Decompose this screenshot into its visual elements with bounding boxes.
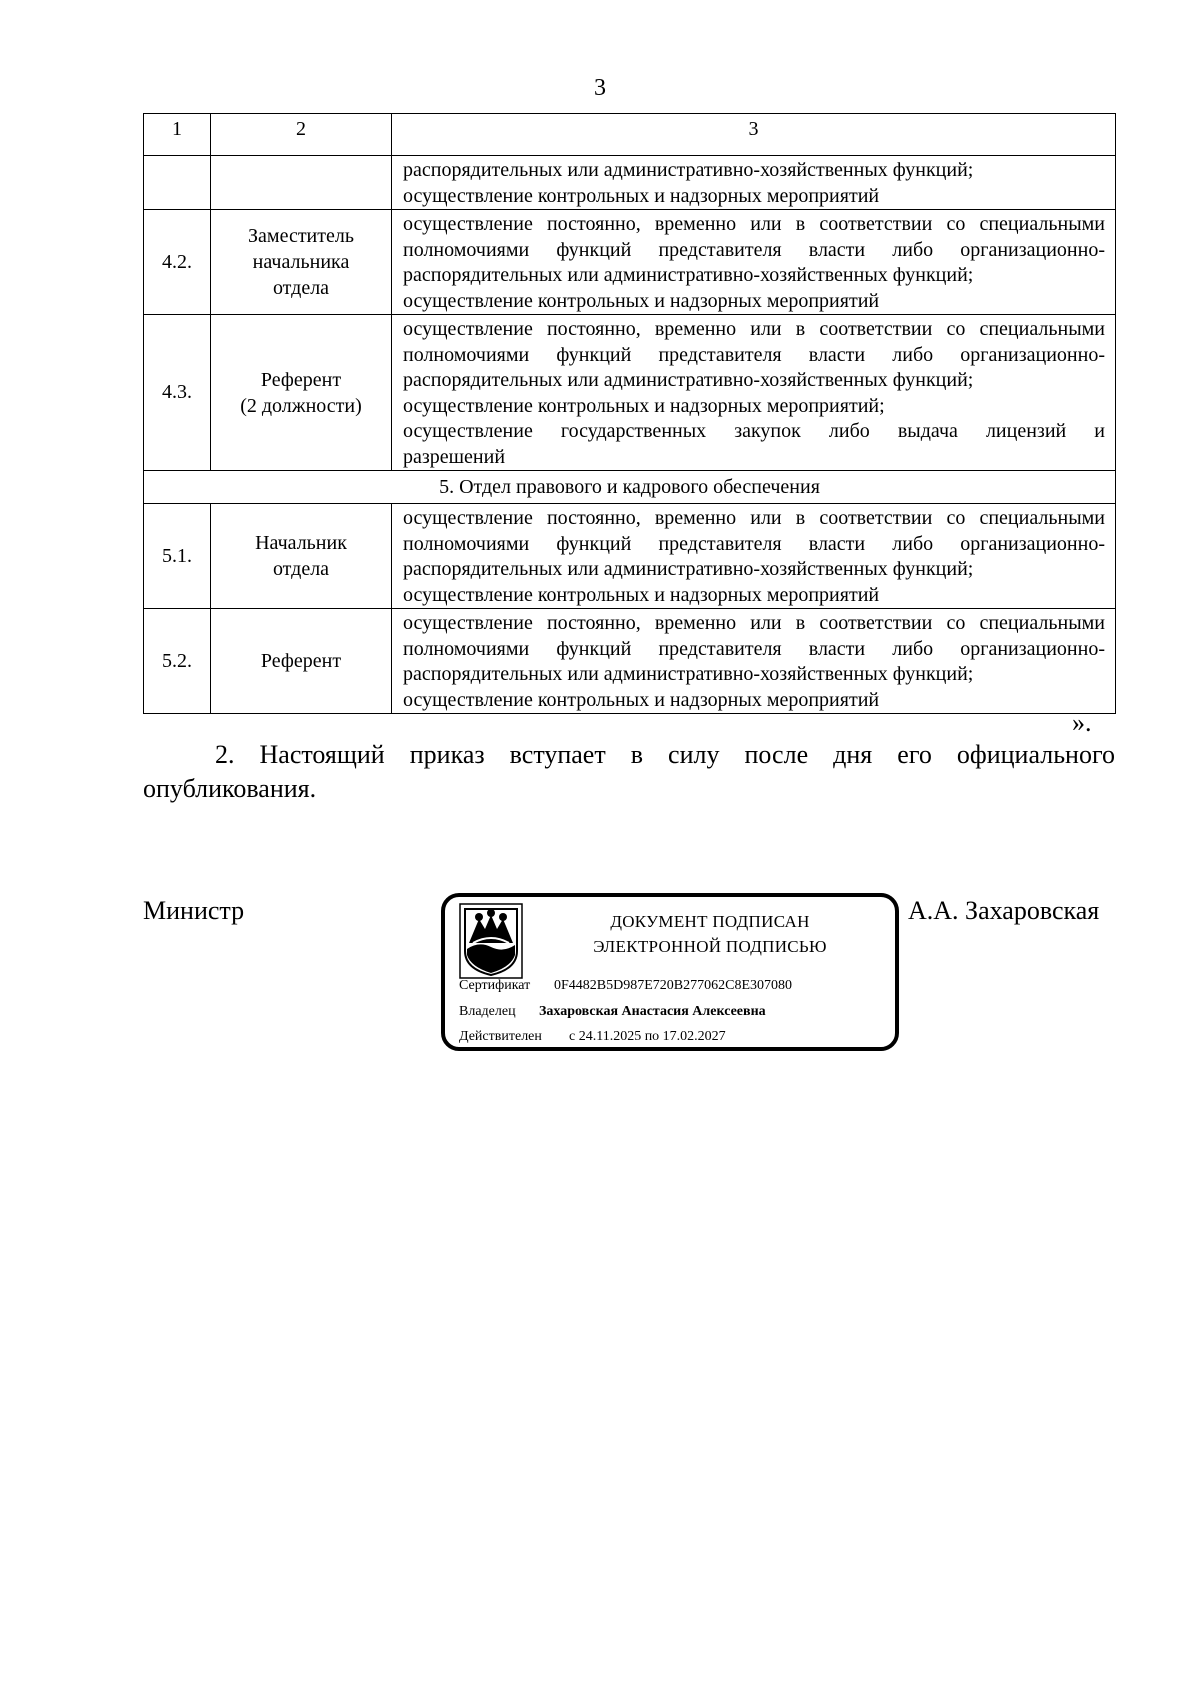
closing-quote: ». [1072,708,1092,737]
position-title: Референт [211,609,392,714]
table-row [144,315,1116,471]
header-cell-1: 1 [144,114,211,156]
row-number: 4.2. [144,210,211,315]
duty-line: распорядительных или административно-хозяйственных функций; [403,663,974,685]
duty-line: осуществление контрольных и надзорных мероприятий [403,184,880,207]
table-row [144,210,1116,315]
duty-line: полномочиями функций представителя власти либо организационно- [403,343,1105,366]
row-number: 4.3. [144,315,211,471]
validity-value: с 24.11.2025 по 17.02.2027 [569,1029,726,1044]
position-title: Начальник отдела [211,504,392,609]
table-header-row [144,114,1116,156]
duty-line: разрешений [403,445,506,468]
table-row-continuation [144,156,1116,210]
duty-line: распорядительных или административно-хозяйственных функций; [403,558,974,580]
position-title: Референт (2 должности) [211,315,392,471]
table-row [144,504,1116,609]
certificate-row [459,977,792,995]
duties-cell [392,315,1116,471]
duties-cell [392,156,1116,210]
positions-table [143,113,1116,714]
duty-line: полномочиями функций представителя власти либо организационно- [403,637,1105,660]
coat-of-arms-icon [459,903,523,979]
order-paragraph: 2. Настоящий приказ вступает в силу после дня его официального опубликования. [143,740,1115,803]
validity-row [459,1028,726,1046]
duties-cell [392,609,1116,714]
header-cell-3: 3 [392,114,1116,156]
table-row [144,609,1116,714]
section-title: 5. Отдел правового и кадрового обеспечения [144,471,1116,504]
duties-cell [392,210,1116,315]
header-cell-2: 2 [211,114,392,156]
owner-label: Владелец [459,1004,516,1019]
validity-label: Действителен [459,1029,542,1044]
duty-line: осуществление государственных закупок либо выдача лицензий и [403,420,1105,442]
signatory-name: А.А. Захаровская [908,896,1100,925]
duty-line: осуществление контрольных и надзорных мероприятий; [403,394,885,417]
signatory-position: Министр [143,896,245,925]
duty-line: полномочиями функций представителя власти либо организационно- [403,532,1105,555]
page-number: 3 [594,75,606,101]
duty-line: полномочиями функций представителя власти либо организационно- [403,238,1105,261]
duties-cell [392,504,1116,609]
electronic-signature-stamp [441,893,899,1051]
duty-line: распорядительных или административно-хозяйственных функций; [403,264,974,286]
section-row [144,471,1116,504]
duty-line: осуществление контрольных и надзорных мероприятий [403,289,880,312]
duty-line: осуществление постоянно, временно или в соответствии со специальными [403,612,1105,634]
duty-line: осуществление постоянно, временно или в соответствии со специальными [403,318,1105,340]
duty-line: осуществление постоянно, временно или в соответствии со специальными [403,213,1105,235]
owner-value: Захаровская Анастасия Алексеевна [539,1004,766,1019]
row-number: 5.1. [144,504,211,609]
certificate-label: Сертификат [459,978,531,993]
duty-line: осуществление постоянно, временно или в соответствии со специальными [403,507,1105,529]
duty-line: распорядительных или административно-хозяйственных функций; [403,369,974,391]
owner-row [459,1003,766,1021]
stamp-title: ДОКУМЕНТ ПОДПИСАН ЭЛЕКТРОННОЙ ПОДПИСЬЮ [593,912,827,956]
row-number: 5.2. [144,609,211,714]
certificate-value: 0F4482B5D987E720B277062C8E307080 [554,978,793,993]
duty-line: распорядительных или административно-хозяйственных функций; [403,159,974,181]
position-title: Заместитель начальника отдела [211,210,392,315]
duty-line: осуществление контрольных и надзорных мероприятий [403,688,880,711]
duty-line: осуществление контрольных и надзорных мероприятий [403,583,880,606]
